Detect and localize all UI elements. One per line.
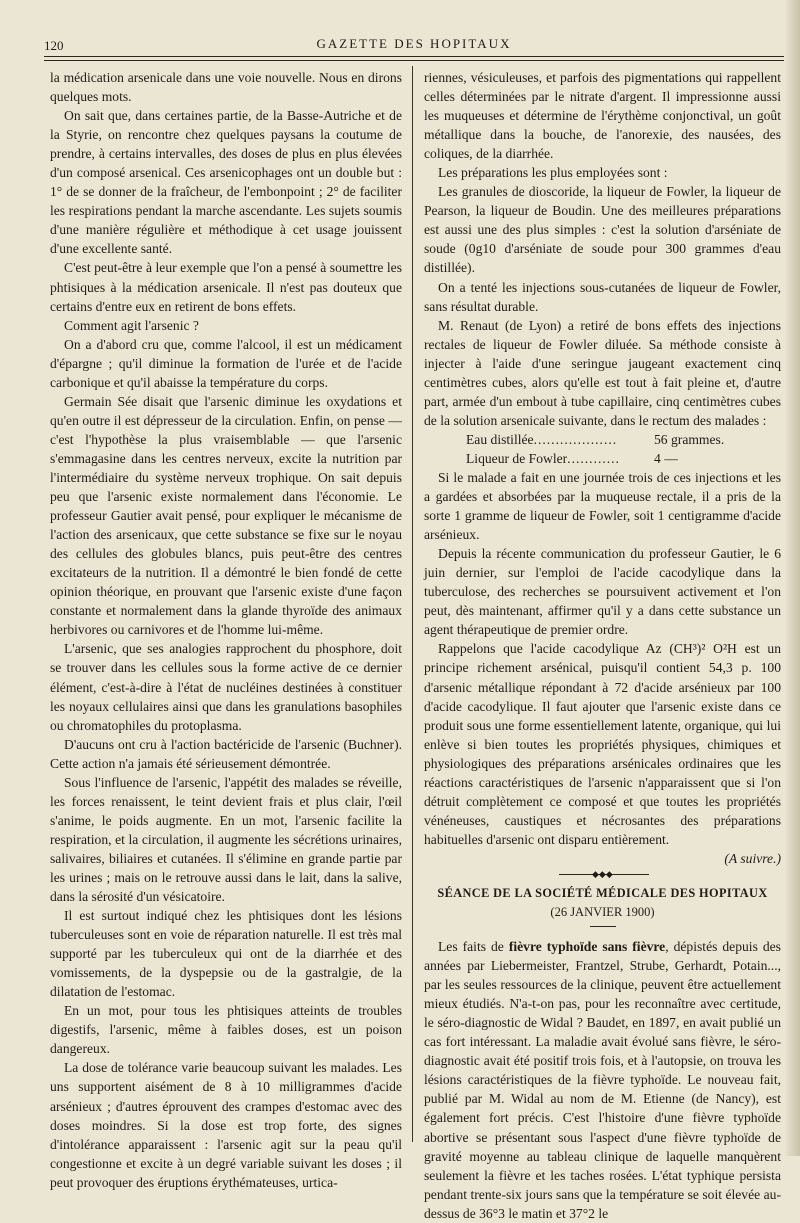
paragraph: D'aucuns ont cru à l'action bactéricide de l'arsenic (Buchner). Cette action n'a jamais été sérieusement démontrée.	[50, 736, 402, 771]
lead-continuation: , dépistés depuis des années par Liebermeister, Frantzel, Strube, Gerhardt, Potain..., par les seules ressources de la clinique, peuvent être actuellement mieux étudiés. N'a-t-on pas, pour les reconnaître avec certitude, le séro-diagnostic de Widal ? Baudet, en 1897, en avait publié un cas fort intéressant. La maladie avait évolué sans fièvre, le séro-diagnostic avait été positif trois fois, et à l'autopsie, on trouva les lésions caractéristiques de la fièvre typhoïde. Le nouveau fait, publié par M. Widal au nom de M. Etienne (de Nancy), est également fort précis. C'est l'histoire d'une fièvre typhoïde abortive se présentant sous l'aspect d'une fièvre typhoïde de gravité moyenne au tableau clinique de laquelle manquèrent seulement la fièvre et les taches rosées. L'état typhique persista pendant trente-six jours sans que la température se soit élevée au-dessus de 36°3 le matin et 37°2 le	[424, 939, 781, 1221]
paragraph: La dose de tolérance varie beaucoup suivant les malades. Les uns supportent aisément de 8 à 10 milligrammes d'acide arsénieux ; d'autres éprouvent des crampes d'estomac avec des doses moindres. Si la dose est trop forte, des signes d'intolérance apparaissent : l'arsenic agit sur la peau qu'il congestionne et excite à un degré variable suivant les doses ; il peut provoquer des éruptions érythémateuses, urtica-	[50, 1060, 402, 1190]
left-column	[50, 68, 402, 1192]
header-rule-thick	[44, 56, 784, 57]
page-number: 120	[44, 38, 64, 53]
paragraph: Comment agit l'arsenic ?	[64, 317, 199, 333]
paragraph: Germain Sée disait que l'arsenic diminue les oxydations et qu'en outre il est dépresseur de la circulation. Enfin, on pense — c'est l'hypothèse la plus vraisemblable — que l'arsenic s'emmagasine dans les centres nerveux, excite la nutrition par l'intermédiaire du système nerveux trophique. On sait depuis peu que l'arsenic existe normalement dans l'économie. Le professeur Gautier avait pensé, pour expliquer le mécanisme de l'action des arsenicaux, que cette substance se fixe sur le noyau des cellules des globules blancs, puis peut-être des centres excitateurs de la nutrition. Il a démontré le bien fondé de cette opinion théorique, en prouvant que l'arsenic existe d'une façon constante et normalement dans la glande thyroïde des animaux herbivores ou carnivores et de l'homme lui-même.	[50, 393, 402, 638]
ornamental-divider	[424, 868, 781, 882]
section-rule	[590, 926, 616, 927]
ornament-icon: ◆◆◆	[592, 868, 613, 879]
paragraph: Rappelons que l'acide cacodylique Az (CH³)² O²H est un principe richement arsénical, puisqu'il contient 54,3 p. 100 d'arsenic métallique répondant à 72 d'acide arsénieux par 100 d'acide cacodylique. Il faut ajouter que l'arsenic existe dans ce produit sous une forme essentiellement latente, organique, qui lui enlève si bien toutes les propriétés physiques, chimiques et physiologiques des préparations arsénicales ordinaires que les réactions caractéristiques de l'arsenic n'apparaissent que si l'on détruit complètement ce composé et que toutes les propriétés vénéneuses, caustiques et nécrosantes des préparations habituelles d'arsenic ont disparu entièrement.	[424, 641, 781, 847]
section-date: (26 JANVIER 1900)	[550, 905, 655, 920]
right-column	[424, 68, 781, 1223]
column-divider	[412, 66, 413, 1142]
paragraph: Sous l'influence de l'arsenic, l'appétit des malades se réveille, les forces renaissent, le teint devient frais et plus clair, l'œil s'anime, le poids augmente. En un mot, l'arsenic facilite la respiration, et la circulation, il augmente les sécrétions urinaires, salivaires, biliaires et cutanées. Il s'élimine en grande partie par les urines ; mais on le retrouve aussi dans le lait, dans la salive, dans la sérosité d'un vésicatoire.	[50, 774, 402, 905]
paragraph: L'arsenic, que ses analogies rapprochent du phosphore, doit se trouver dans les cellules sous la forme active de ce dernier élément, c'est-à-dire à l'état de nucléines destinées à constituer les noyaux cellulaires ainsi que dans les granulations basophiles ou chromatophiles du protoplasma.	[50, 641, 402, 733]
header-rule-thin	[44, 60, 784, 61]
bold-topic: fièvre typhoïde sans fièvre	[508, 939, 666, 955]
paragraph: On a tenté les injections sous-cutanées de liqueur de Fowler, sans résultat durable.	[424, 279, 781, 314]
paragraph	[424, 937, 781, 1223]
running-title: GAZETTE DES HOPITAUX	[316, 36, 512, 51]
prescription-formula	[424, 430, 781, 468]
formula-amount: 56 grammes.	[654, 431, 725, 447]
paragraph: On a d'abord cru que, comme l'alcool, il est un médicament d'épargne ; qu'il diminue la formation de l'urée et de l'acide carbonique et qu'il abaisse la température du corps.	[50, 336, 402, 390]
formula-ingredient: Eau distillée	[466, 431, 534, 447]
paragraph: Les granules de dioscoride, la liqueur de Fowler, la liqueur de Pearson, la liqueur de Boudin. Une des meilleures préparations est aussi une des plus simples : c'est la solution d'arséniate de soude (0g10 d'arséniate de soude pour 300 grammes d'eau distillée).	[424, 184, 781, 276]
paragraph: M. Renaut (de Lyon) a retiré de bons effets des injections rectales de liqueur de Fowler diluée. Sa méthode consiste à injecter à l'aide d'une seringue jaugeant exactement cinq centimètres cubes, alors qu'elle est tout à fait pleine et, d'autre part, armée d'un embout à tube capillaire, cinq centimètres cubes de la solution arsenicale suivante, dans le rectum des malades :	[424, 317, 781, 428]
formula-row	[466, 430, 736, 449]
paragraph: Depuis la récente communication du professeur Gautier, le 6 juin dernier, sur l'emploi de l'acide cacodylique dans la tuberculose, des recherches se poursuivent activement et l'on peut, dès maintenant, affirmer qu'il y a dans cette substance un agent thérapeutique de premier ordre.	[424, 546, 781, 638]
paragraph: la médication arsenicale dans une voie nouvelle. Nous en dirons quelques mots.	[50, 70, 402, 105]
formula-ingredient: Liqueur de Fowler	[466, 450, 568, 466]
paragraph: Les préparations les plus employées sont :	[438, 165, 668, 181]
paragraph: Si le malade a fait en une journée trois de ces injections et les a gardées et absorbées par la muqueuse rectale, il a pris de la sorte 1 gramme de liqueur de Fowler, soit 1 centigramme d'acide arsénieux.	[424, 469, 781, 543]
formula-row	[466, 449, 736, 468]
section-title: SÉANCE DE LA SOCIÉTÉ MÉDICALE DES HOPITAUX	[437, 885, 768, 900]
page-edge	[786, 0, 800, 1156]
lead-text: Les faits de	[438, 939, 504, 955]
paragraph: Il est surtout indiqué chez les phtisiques dont les lésions tuberculeuses sont en voie de réparation naturelle. Il est très mal supporté par les tuberculeux qui ont de la diarrhée et des vomissements, de la dyspepsie ou de la gastralgie, de la dilatation de l'estomac.	[50, 908, 402, 1000]
page-header	[44, 34, 784, 54]
paragraph: On sait que, dans certaines partie, de la Basse-Autriche et de la Styrie, on rencontre chez quelques paysans la coutume de prendre, à certains intervalles, des doses de plus en plus élevées d'un composé arsenical. Ces arsenicophages ont un double but : 1° de se donner de la fraîcheur, de l'embonpoint ; 2° de faciliter les respirations pendant la marche ascendante. Les sujets soumis d'une manière régulière et méthodique à cet usage jouissent d'une excellente santé.	[50, 108, 402, 257]
formula-amount: 4 —	[654, 450, 678, 466]
to-be-continued: (A suivre.)	[724, 850, 781, 866]
formula-leader: ...................	[533, 431, 618, 447]
formula-leader: ............	[567, 450, 620, 466]
paragraph: En un mot, pour tous les phtisiques atteints de troubles digestifs, l'arsenic, même à faibles doses, est un poison dangereux.	[50, 1003, 402, 1057]
paragraph: C'est peut-être à leur exemple que l'on a pensé à soumettre les phtisiques à la médication arsenicale. Il n'est pas douteux que certains d'entre eux en retirent de bons effets.	[50, 260, 402, 314]
paragraph: riennes, vésiculeuses, et parfois des pigmentations qui rappellent celles déterminées par le nitrate d'argent. Il impressionne aussi les muqueuses et détermine de l'érythème conjonctival, un goût métallique dans la bouche, de l'anorexie, des nausées, des coliques, de la diarrhée.	[424, 70, 781, 162]
continuation-note-line	[424, 849, 781, 868]
